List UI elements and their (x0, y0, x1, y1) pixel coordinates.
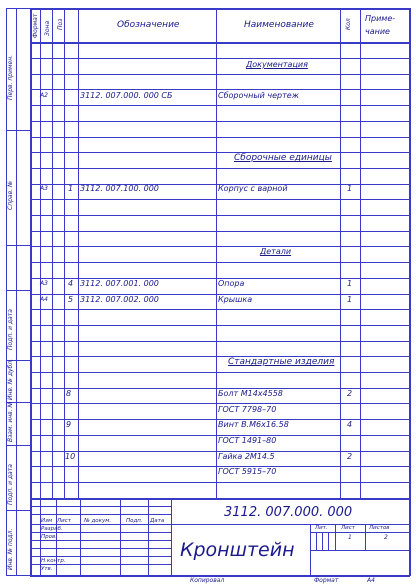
row-line (30, 372, 410, 373)
row-format: А3 (40, 185, 48, 192)
lit-cell (322, 532, 323, 550)
header-zone: Зона (44, 20, 51, 36)
row-line (30, 137, 410, 138)
header-note: чание (365, 27, 390, 36)
title-block-line (365, 524, 366, 550)
row-line (30, 215, 410, 216)
col-line (360, 8, 361, 498)
margin-divider (6, 130, 30, 131)
margin-divider (6, 245, 30, 246)
row-line (30, 482, 410, 483)
lit-cell (328, 532, 329, 550)
footer-copied: Копировал (190, 577, 225, 584)
tb-date: Дата (150, 518, 165, 524)
row-pos: 10 (65, 452, 76, 461)
row-line (30, 168, 410, 169)
row-line (30, 309, 410, 310)
title-block-line (310, 550, 410, 551)
row-name: Крышка (218, 295, 253, 304)
section-documentation: Документация (246, 60, 308, 69)
tb-list-label: Лист (341, 525, 355, 531)
header-name: Наименование (244, 20, 314, 30)
frame-right (409, 8, 411, 576)
row-name: ГОСТ 1491–80 (218, 436, 277, 445)
side-label-inv-podl: Инв. № подл. (7, 528, 14, 570)
row-line (30, 152, 410, 153)
row-format: А2 (40, 92, 48, 99)
tb-lit-label: Лит. (315, 525, 328, 531)
section-assembly-units: Сборочные единицы (234, 153, 332, 163)
row-line (30, 74, 410, 75)
row-name: Винт В.М6х16.58 (218, 420, 289, 429)
row-qty: 1 (347, 279, 353, 288)
row-name: Корпус с варной (218, 184, 288, 193)
footer-format-label: Формат (314, 577, 339, 584)
header-pos: Поз (57, 18, 64, 30)
margin-divider (6, 445, 30, 446)
margin-divider (6, 290, 30, 291)
tb-listov-value: 2 (384, 534, 388, 541)
title-block-row-line (30, 506, 171, 507)
row-pos: 9 (66, 420, 72, 429)
title-block-top (30, 498, 410, 500)
title-block-row-line (30, 556, 171, 557)
tb-title: Кронштейн (180, 539, 295, 561)
side-label-inv-dubl: Инв. № дубл. (7, 358, 14, 400)
title-block-line (310, 532, 410, 533)
side-label-sprav-no: Справ. № (7, 180, 14, 210)
title-block-divider (171, 498, 172, 576)
tb-list-value: 1 (348, 534, 352, 541)
tb-doc-number: 3112. 007.000. 000 (224, 505, 353, 520)
row-line (30, 199, 410, 200)
section-standard-items: Стандартные изделия (228, 357, 335, 367)
col-line (78, 8, 79, 498)
row-name: Болт М14х4558 (218, 389, 283, 398)
margin-divider (6, 8, 30, 9)
header-designation: Обозначение (117, 20, 180, 30)
side-label-vzam-inv: Взам. инв. № (7, 401, 14, 442)
row-line (30, 341, 410, 342)
tb-listov-label: Листов (369, 525, 390, 531)
title-block-row-line (30, 548, 171, 549)
header-bottom (30, 42, 410, 44)
col-line (64, 8, 65, 498)
row-name: ГОСТ 7798–70 (218, 405, 277, 414)
header-format: Формат (32, 13, 39, 38)
tb-sign: Подп. (126, 518, 143, 524)
col-line (52, 8, 53, 498)
row-line (30, 231, 410, 232)
side-label-podp-data: Подп. и дата (7, 464, 14, 505)
row-pos: 8 (66, 389, 72, 398)
tb-utv: Утв. (41, 566, 53, 572)
col-line (40, 8, 41, 498)
side-label-podp-data: Подп. и дата (7, 309, 14, 350)
frame-left (30, 8, 32, 576)
row-pos: 1 (68, 184, 74, 193)
margin-divider (6, 510, 30, 511)
frame-top (30, 8, 410, 10)
row-designation: 3112. 007.001. 000 (80, 279, 159, 288)
row-line (30, 58, 410, 59)
row-line (30, 121, 410, 122)
row-name: Сборочный чертеж (218, 91, 299, 100)
row-qty: 1 (347, 295, 353, 304)
row-qty: 2 (347, 452, 353, 461)
row-line (30, 325, 410, 326)
section-parts: Детали (260, 247, 292, 256)
header-note: Приме- (365, 14, 396, 23)
col-line (340, 8, 341, 498)
row-name: Опора (218, 279, 245, 288)
tb-izm: Изм (41, 518, 53, 524)
row-format: А4 (40, 296, 48, 303)
footer-format-value: А4 (367, 577, 375, 584)
row-format: А3 (40, 280, 48, 287)
row-designation: 3112. 007.000. 000 СБ (80, 91, 173, 100)
tb-col (120, 498, 121, 576)
row-name: ГОСТ 5915–70 (218, 467, 277, 476)
row-qty: 4 (347, 420, 353, 429)
lit-cell (316, 532, 317, 550)
col-line (216, 8, 217, 498)
tb-prov: Пров. (41, 534, 57, 540)
tb-col (148, 498, 149, 576)
row-qty: 2 (347, 389, 353, 398)
margin-divider (6, 575, 30, 576)
margin-strip-line (16, 8, 17, 576)
row-designation: 3112. 007.100. 000 (80, 184, 159, 193)
tb-list: Лист (57, 518, 71, 524)
tb-razrab: Разраб. (41, 526, 63, 532)
title-block-line (335, 524, 336, 550)
row-line (30, 262, 410, 263)
side-label-perv-primen: Перв. примен. (7, 54, 14, 100)
title-block-row-line (30, 514, 171, 515)
tb-n-kontr: Н.контр. (41, 558, 66, 564)
row-designation: 3112. 007.002. 000 (80, 295, 159, 304)
row-line (30, 105, 410, 106)
row-pos: 5 (68, 295, 74, 304)
row-line (30, 246, 410, 247)
row-name: Гайка 2М14.5 (218, 452, 275, 461)
tb-col (80, 498, 81, 576)
row-line (30, 356, 410, 357)
row-pos: 4 (68, 279, 74, 288)
tb-doc: № докум. (84, 518, 112, 524)
header-qty: Кол (345, 18, 352, 30)
row-qty: 1 (347, 184, 353, 193)
